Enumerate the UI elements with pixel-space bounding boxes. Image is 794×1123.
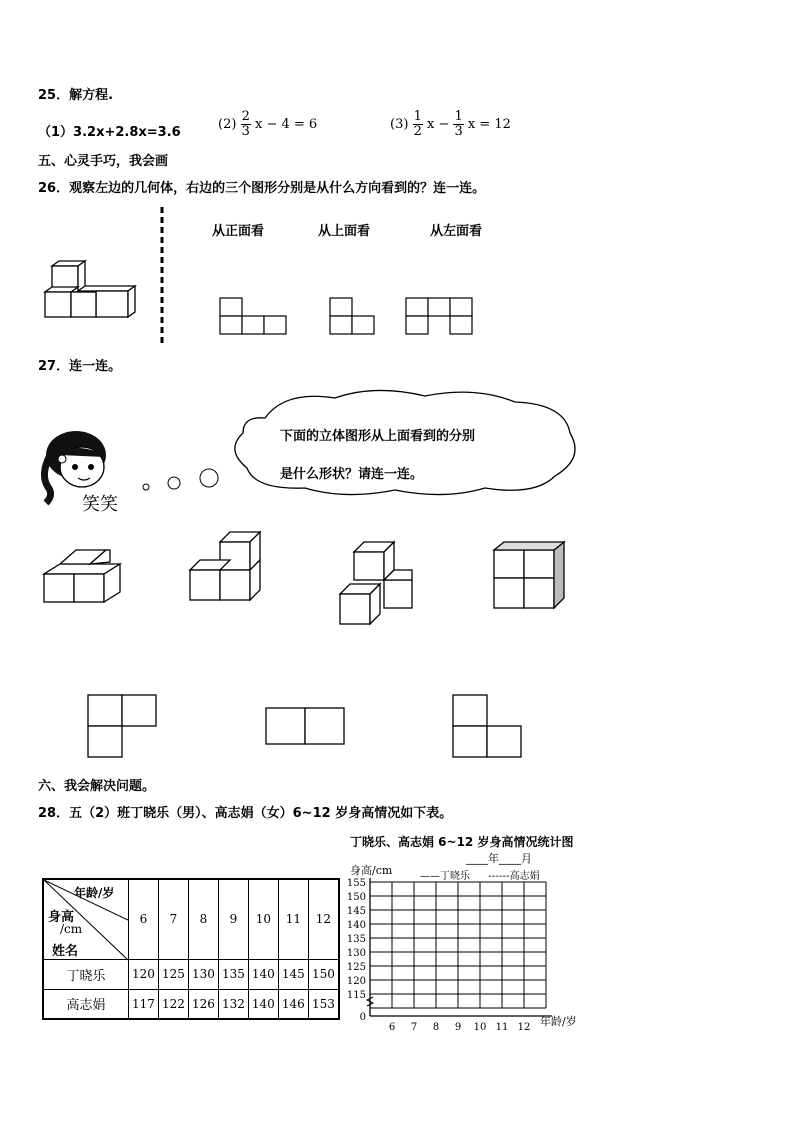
y-tick-label: 125 [346,962,366,973]
age-cell: 7 [158,879,188,959]
chart-date-line: ____年____月 [466,852,532,865]
q27-solid-4 [492,540,568,612]
character-name: 笑笑 [82,494,118,515]
header-name: 姓名 [52,944,79,959]
view-label-front: 从正面看 [212,224,265,239]
table-header-corner [43,879,129,959]
name-cell: 丁晓乐 [43,959,129,989]
x-tick-label: 10 [473,1022,487,1033]
chart-legend-1: ——丁晓乐 [420,871,470,882]
age-cell: 10 [248,879,278,959]
view-label-left: 从左面看 [430,224,483,239]
value-cell: 125 [158,959,188,989]
q26-dashed-divider [160,207,164,347]
eq2-frac-den: 3 [241,124,250,139]
axis-break [367,997,373,1006]
x-tick-label: 11 [495,1022,509,1033]
value-cell: 120 [129,959,159,989]
eq3-fraction-1 [413,110,423,139]
q26-view-shape-2 [329,297,377,337]
q27-title: 27．连一连。 [38,359,122,374]
thought-cloud [225,388,585,500]
value-cell: 126 [188,989,218,1019]
chart-xlabel: 年龄/岁 [540,1015,577,1028]
q28-title: 28．五（2）班丁晓乐（男）、高志娟（女）6~12 岁身高情况如下表。 [38,806,453,821]
bubble-line-1: 下面的立体图形从上面看到的分别 [280,429,476,444]
x-tick-label: 8 [432,1022,440,1033]
chart-ylabel: 身高/cm [350,864,393,877]
eq3-mid: x − [426,117,450,132]
value-cell: 150 [308,959,339,989]
y-tick-label: 145 [346,906,366,917]
eq3-prefix: (3) [390,117,409,132]
thought-dots [140,465,220,495]
view-label-top: 从上面看 [318,224,371,239]
q26-title: 26．观察左边的几何体，右边的三个图形分别是从什么方向看到的？连一连。 [38,181,486,196]
y-tick-label: 115 [346,990,366,1001]
eq2-prefix: (2) [218,117,237,132]
name-cell: 高志娟 [43,989,129,1019]
value-cell: 122 [158,989,188,1019]
y-tick-label: 120 [346,976,366,987]
eq3-fraction-2 [453,110,463,139]
q26-solid-figure [40,262,140,322]
x-tick-label: 12 [517,1022,531,1033]
table-row [43,989,339,1019]
value-cell: 130 [188,959,218,989]
eq2-rest: x − 4 = 6 [254,117,318,132]
y-tick-label: 150 [346,892,366,903]
y-tick-label: 155 [346,878,366,889]
q26-view-shape-1 [219,297,289,337]
age-cell: 9 [218,879,248,959]
section-5-heading: 五、心灵手巧，我会画 [38,154,169,169]
age-cell: 8 [188,879,218,959]
chart-title: 丁晓乐、高志娟 6~12 岁身高情况统计图 [350,835,574,849]
bubble-line-2: 是什么形状？请连一连。 [280,467,424,482]
header-age: 年龄/岁 [74,886,115,900]
eq3-frac1-num: 1 [413,109,422,124]
value-cell: 146 [278,989,308,1019]
eq2-frac-num: 2 [241,109,250,124]
value-cell: 132 [218,989,248,1019]
eq3-frac2-num: 1 [454,109,463,124]
height-table [42,878,340,1020]
q27-top-view-1 [87,694,159,760]
eq3-frac2-den: 3 [454,124,463,139]
q25-equation-2 [218,110,317,139]
q27-top-view-3 [452,694,526,760]
q27-top-view-2 [265,707,347,747]
value-cell: 153 [308,989,339,1019]
x-tick-label: 7 [410,1022,418,1033]
section-6-heading: 六、我会解决问题。 [38,779,156,794]
value-cell: 140 [248,959,278,989]
value-cell: 140 [248,989,278,1019]
eq3-frac1-den: 2 [413,124,422,139]
value-cell: 135 [218,959,248,989]
q26-view-shape-3 [405,297,475,337]
eq3-rest: x = 12 [467,117,511,132]
x-tick-label: 6 [388,1022,396,1033]
q27-solid-3 [338,538,420,626]
y-tick-label: 130 [346,948,366,959]
q25-equation-1: （1）3.2x+2.8x=3.6 [38,125,181,140]
eq2-fraction [241,110,251,139]
q25-equation-3 [390,110,511,139]
y-tick-label: 135 [346,934,366,945]
table-row [43,959,339,989]
age-cell: 11 [278,879,308,959]
header-unit: /cm [60,922,83,936]
chart-legend-2: ------高志娟 [488,871,540,882]
age-cell: 6 [129,879,159,959]
y-tick-label: 140 [346,920,366,931]
value-cell: 117 [129,989,159,1019]
q25-title: 25．解方程. [38,88,114,103]
q27-solid-1 [42,548,124,604]
header-height: 身高 [48,910,75,925]
x-tick-label: 9 [454,1022,462,1033]
age-cell: 12 [308,879,339,959]
q27-solid-2 [188,528,264,604]
y-tick-label: 0 [359,1012,366,1023]
value-cell: 145 [278,959,308,989]
